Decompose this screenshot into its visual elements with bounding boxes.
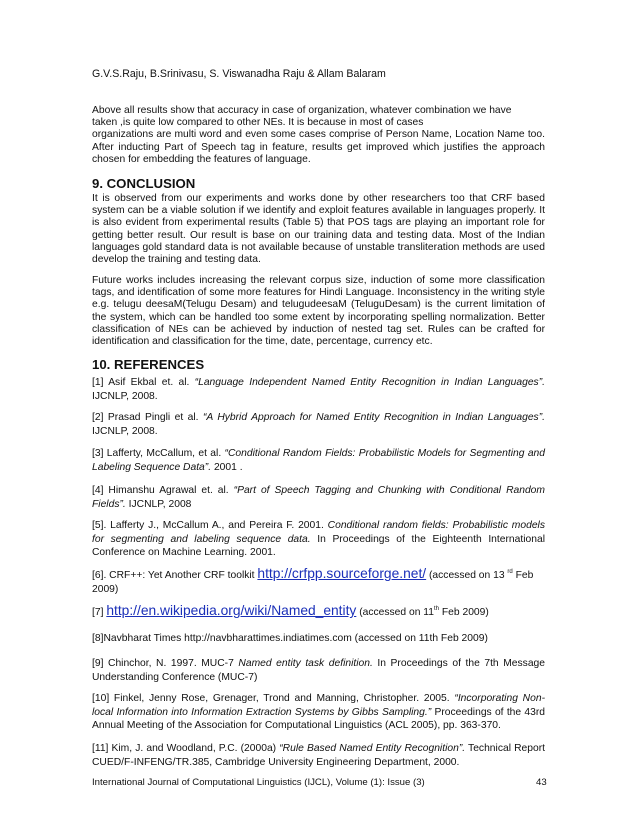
ref-title: “Language Independent Named Entity Recognition in Indian Languages”. [194,377,545,388]
ref-venue: In Proceedings of the 7th Message Understanding Conference (MUC-7) [92,658,545,683]
reference-item [92,742,545,769]
ref-venue: Technical Report CUED/F-INFENG/TR.385, Cambridge University Engineering Department, 2000. [92,743,546,768]
reference-item [92,484,545,511]
ref-authors: [7] [92,607,107,618]
reference-item [92,376,545,403]
ref-authors: [4] Himanshu Agrawal et. al. [92,485,234,496]
ref-title: “Incorporating Non-local Information into Information Extraction Systems by Gibbs Sampling.” [92,693,545,718]
ref-venue: Proceedings of the 43rd Annual Meeting of the Association for Computational Linguistics (ACL 2005), pp. 363-370. [92,706,546,732]
ref-superscript: th [433,606,439,612]
ref-access-date: Feb 2009) [439,607,489,618]
reference-item [92,692,545,733]
ref-authors: [10] Finkel, Jenny Rose, Grenager, Trond and Manning, Christopher. 2005. [92,693,455,704]
ref-authors: [9] Chinchor, N. 1997. MUC-7 [92,658,239,669]
ref-venue: 2001 . [211,461,243,473]
page-number: 43 [536,777,547,788]
conclusion-paragraph-2: Future works includes increasing the relevant corpus size, induction of some more classification tags, and identification of some more features for Hindi Language. Inconsistency in the writing style e.g. telugu deesaM(Telugu Desam) and telugudeesaM (TeluguDesam) is the current limitation of the system, which can be handled too some extent by incorporating spelling normalization. Better classification of NEs can be achieved by induction of nested tag set. Rules can be crafted for identification and classification for the time, date, percentage, currency etc. [92,275,545,348]
reference-item [92,519,545,560]
ref-title: “A Hybrid Approach for Named Entity Recognition in Indian Languages”. [202,412,545,423]
section-heading-references: 10. REFERENCES [92,357,205,372]
ref-access-date: Feb 2009) [92,570,534,595]
intro-rest: organizations are multi word and even some cases comprise of Person Name, Location Name too. After inducting Part of Speech tag in feature, results get improved which justifies the approach chosen for embedding the features of language. [92,129,545,165]
ref-venue: In Proceedings of the Eighteenth International Conference on Machine Learning. 2001. [92,533,545,559]
reference-item [92,657,545,684]
intro-paragraph [92,105,545,166]
ref-authors: [3] Lafferty, McCallum, et al. [92,448,225,459]
ref-title: Conditional random fields: Probabilistic models for segmenting and labeling sequence data. [92,520,545,545]
reference-item: [8]Navbharat Times http://navbharattimes.indiatimes.com (accessed on 11th Feb 2009) [92,633,488,644]
ref-link[interactable]: http://crfpp.sourceforge.net/ [257,566,427,581]
reference-item [92,447,545,474]
ref-venue: IJCNLP, 2008. [92,390,158,402]
reference-item [92,604,545,620]
intro-line-2: taken ,is quite low compared to other NEs. It is because in most of cases [92,117,424,129]
ref-title: “Part of Speech Tagging and Chunking with Conditional Random Fields”. [92,485,545,510]
ref-authors: [5]. Lafferty J., McCallum A., and Pereira F. 2001. [92,520,328,531]
intro-line-1: Above all results show that accuracy in case of organization, whatever combination we have [92,105,512,116]
ref-authors: [1] Asif Ekbal et. al. [92,377,195,388]
ref-title: “Rule Based Named Entity Recognition”. [279,743,466,754]
conclusion-paragraph-1: It is observed from our experiments and works done by other researchers too that CRF based system can be a viable solution if we identify and exploit features available in languages properly. It is also evident from experimental results (Table 5) that POS tags are playing an important role for getting better result. Our result is base on our training data and testing data. Most of the Indian languages gold standard data is not available because of unstable transliteration methods are used develop the training and testing data. [92,193,545,266]
ref-title: Named entity task definition. [238,658,373,669]
running-footer: International Journal of Computational Linguistics (IJCL), Volume (1): Issue (3) [92,777,425,788]
ref-access-note: (accessed on 11 [356,607,434,618]
ref-access-note: (accessed on 13 [426,570,508,581]
ref-authors: [6]. CRF++: Yet Another CRF toolkit [92,570,258,581]
ref-title: “Conditional Random Fields: Probabilistic Models for Segmenting and Labeling Sequence Data”. [92,448,546,473]
ref-link[interactable]: http://en.wikipedia.org/wiki/Named_entity [106,603,357,618]
ref-authors: [11] Kim, J. and Woodland, P.C. (2000a) [92,743,280,754]
ref-venue: IJCNLP, 2008. [92,425,158,437]
running-header: G.V.S.Raju, B.Srinivasu, S. Viswanadha Raju & Allam Balaram [92,68,386,80]
ref-authors: [2] Prasad Pingli et al. [92,412,203,423]
ref-venue: IJCNLP, 2008 [125,498,192,510]
reference-item [92,567,545,596]
reference-item [92,411,545,438]
section-heading-conclusion: 9. CONCLUSION [92,176,196,191]
ref-superscript: rd [507,569,513,575]
